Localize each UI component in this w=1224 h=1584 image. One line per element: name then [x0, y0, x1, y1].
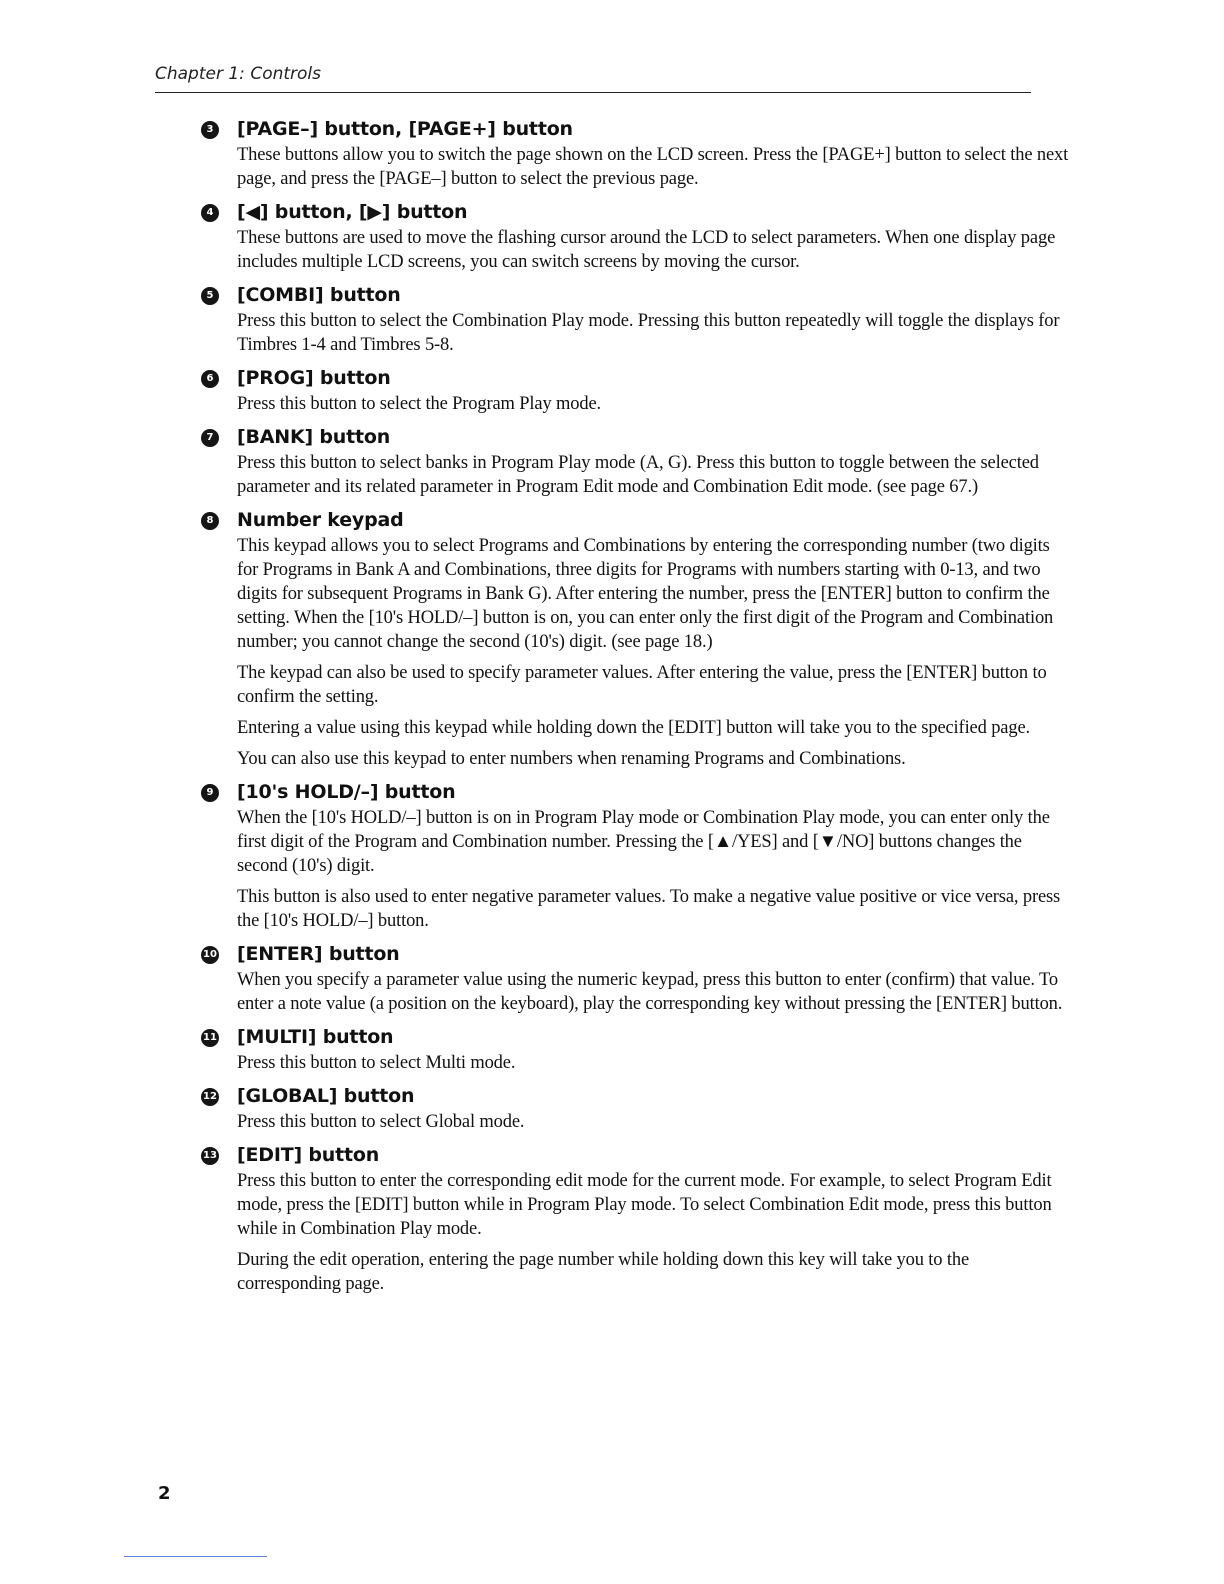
page-header [155, 62, 1031, 93]
entry-edit-button [203, 1141, 1069, 1296]
number-marker: 7 [201, 429, 219, 447]
page-number: 2 [158, 1483, 171, 1504]
entry-global-button [203, 1082, 1069, 1134]
number-marker: 9 [201, 784, 219, 802]
entry-title: [MULTI] button [237, 1026, 394, 1048]
entry-paragraph: Press this button to select the Combination Play mode. Pressing this button repeatedly will toggle the displays for Timbres 1-4 and Timbres 5-8. [237, 311, 1060, 355]
number-marker: 6 [201, 370, 219, 388]
entry-multi-button [203, 1023, 1069, 1075]
entry-paragraph: Press this button to select the Program Play mode. [237, 394, 601, 414]
entry-page-buttons [207, 115, 1069, 191]
chapter-title: Chapter 1: Controls [155, 64, 321, 84]
number-marker: 12 [201, 1088, 219, 1106]
entry-paragraph: Press this button to select banks in Program Play mode (A, G). Press this button to toggle between the selected parameter and its related parameter in Program Edit mode and Combination Edit mode. (see page 67.) [237, 453, 1039, 497]
entry-combi-button [207, 281, 1069, 357]
entry-paragraph: These buttons allow you to switch the page shown on the LCD screen. Press the [PAGE+] button to select the next page, and press the [PAGE–] button to select the previous page. [237, 145, 1069, 189]
entry-paragraph: These buttons are used to move the flashing cursor around the LCD to select parameters. When one display page includes multiple LCD screens, you can switch screens by moving the cursor. [237, 228, 1056, 272]
entry-paragraph: When the [10's HOLD/–] button is on in Program Play mode or Combination Play mode, you can enter only the first digit of the Program and Combination number. Pressing the [▲/YES] and [▼/NO] buttons changes the second (10's) digit. [237, 808, 1050, 876]
entry-title: [PAGE–] button, [PAGE+] button [237, 118, 573, 140]
entry-paragraph: The keypad can also be used to specify parameter values. After entering the value, press the [ENTER] button to confirm the setting. [237, 663, 1047, 707]
entry-title: [GLOBAL] button [237, 1085, 415, 1107]
entry-title: Number keypad [237, 509, 404, 531]
footer-rule [124, 1556, 267, 1557]
number-marker: 13 [201, 1147, 219, 1165]
entry-number-keypad [207, 506, 1069, 771]
entry-title: [EDIT] button [237, 1144, 380, 1166]
entry-paragraph: Press this button to select Global mode. [237, 1112, 525, 1132]
entry-paragraph: Press this button to enter the corresponding edit mode for the current mode. For example, to select Program Edit mode, press the [EDIT] button while in Program Play mode. To select Combination Edit mode, press this button while in Combination Play mode. [237, 1171, 1052, 1239]
entry-title: [COMBI] button [237, 284, 401, 306]
number-marker: 4 [201, 204, 219, 222]
entry-title: [ENTER] button [237, 943, 400, 965]
entry-paragraph: During the edit operation, entering the page number while holding down this key will take you to the corresponding page. [237, 1250, 970, 1294]
entry-paragraph: Entering a value using this keypad while holding down the [EDIT] button will take you to the specified page. [237, 718, 1030, 738]
entry-paragraph: This keypad allows you to select Programs and Combinations by entering the corresponding number (two digits for Programs in Bank A and Combinations, three digits for Programs with numbers starting with 0-13, and two digits for subsequent Programs in Bank G). After entering the number, press the [ENTER] button to confirm the setting. When the [10's HOLD/–] button is on, you can enter only the first digit of the Program and Combination number; you cannot change the second (10's) digit. (see page 18.) [237, 536, 1054, 652]
entry-enter-button [203, 940, 1069, 1016]
number-marker: 10 [201, 946, 219, 964]
entry-list [203, 115, 1069, 1303]
entry-hold-button [207, 778, 1069, 933]
entry-cursor-buttons [207, 198, 1069, 274]
entry-title: [10's HOLD/–] button [237, 781, 456, 803]
entry-paragraph: Press this button to select Multi mode. [237, 1053, 516, 1073]
entry-paragraph: This button is also used to enter negative parameter values. To make a negative value positive or vice versa, press the [10's HOLD/–] button. [237, 887, 1061, 931]
number-marker: 11 [201, 1029, 219, 1047]
entry-title: [PROG] button [237, 367, 391, 389]
entry-title: [◀] button, [▶] button [237, 201, 468, 223]
entry-paragraph: You can also use this keypad to enter numbers when renaming Programs and Combinations. [237, 749, 906, 769]
entry-prog-button [207, 364, 1069, 416]
entry-paragraph: When you specify a parameter value using the numeric keypad, press this button to enter (confirm) that value. To enter a note value (a position on the keyboard), play the corresponding key without pressing the [ENTER] button. [237, 970, 1063, 1014]
number-marker: 8 [201, 512, 219, 530]
entry-title: [BANK] button [237, 426, 391, 448]
entry-bank-button [207, 423, 1069, 499]
number-marker: 5 [201, 287, 219, 305]
number-marker: 3 [201, 121, 219, 139]
